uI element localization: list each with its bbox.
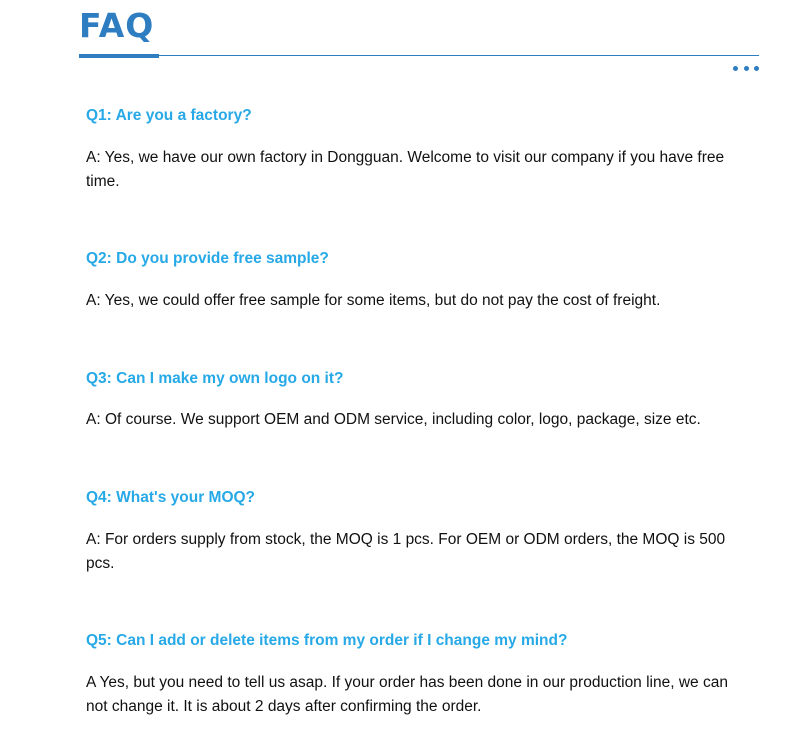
faq-question-3: Q3: Can I make my own logo on it?: [86, 370, 344, 387]
faq-question-4: Q4: What's your MOQ?: [86, 489, 256, 506]
faq-question-5: Q5: Can I add or delete items from my order if I change my mind?: [86, 632, 568, 649]
page-title: FAQ: [79, 6, 155, 45]
faq-answer-4: A: For orders supply from stock, the MOQ is 1 pcs. For OEM or ODM orders, the MOQ is 500 pcs.: [86, 531, 726, 572]
title-accent-bar: [79, 54, 159, 58]
more-dots-icon[interactable]: [733, 66, 759, 72]
faq-answer-3: A: Of course. We support OEM and ODM service, including color, logo, package, size etc.: [86, 411, 701, 428]
title-divider: [79, 55, 759, 56]
faq-question-2: Q2: Do you provide free sample?: [86, 250, 329, 267]
faq-answer-2: A: Yes, we could offer free sample for some items, but do not pay the cost of freight.: [86, 292, 661, 309]
faq-answer-5: A Yes, but you need to tell us asap. If your order has been done in our production line, we can not change it. It is about 2 days after confirming the order.: [86, 674, 728, 715]
faq-header: [0, 0, 790, 90]
faq-answer-1: A: Yes, we have our own factory in Dongguan. Welcome to visit our company if you have free time.: [86, 149, 725, 190]
faq-question-1: Q1: Are you a factory?: [86, 107, 252, 124]
